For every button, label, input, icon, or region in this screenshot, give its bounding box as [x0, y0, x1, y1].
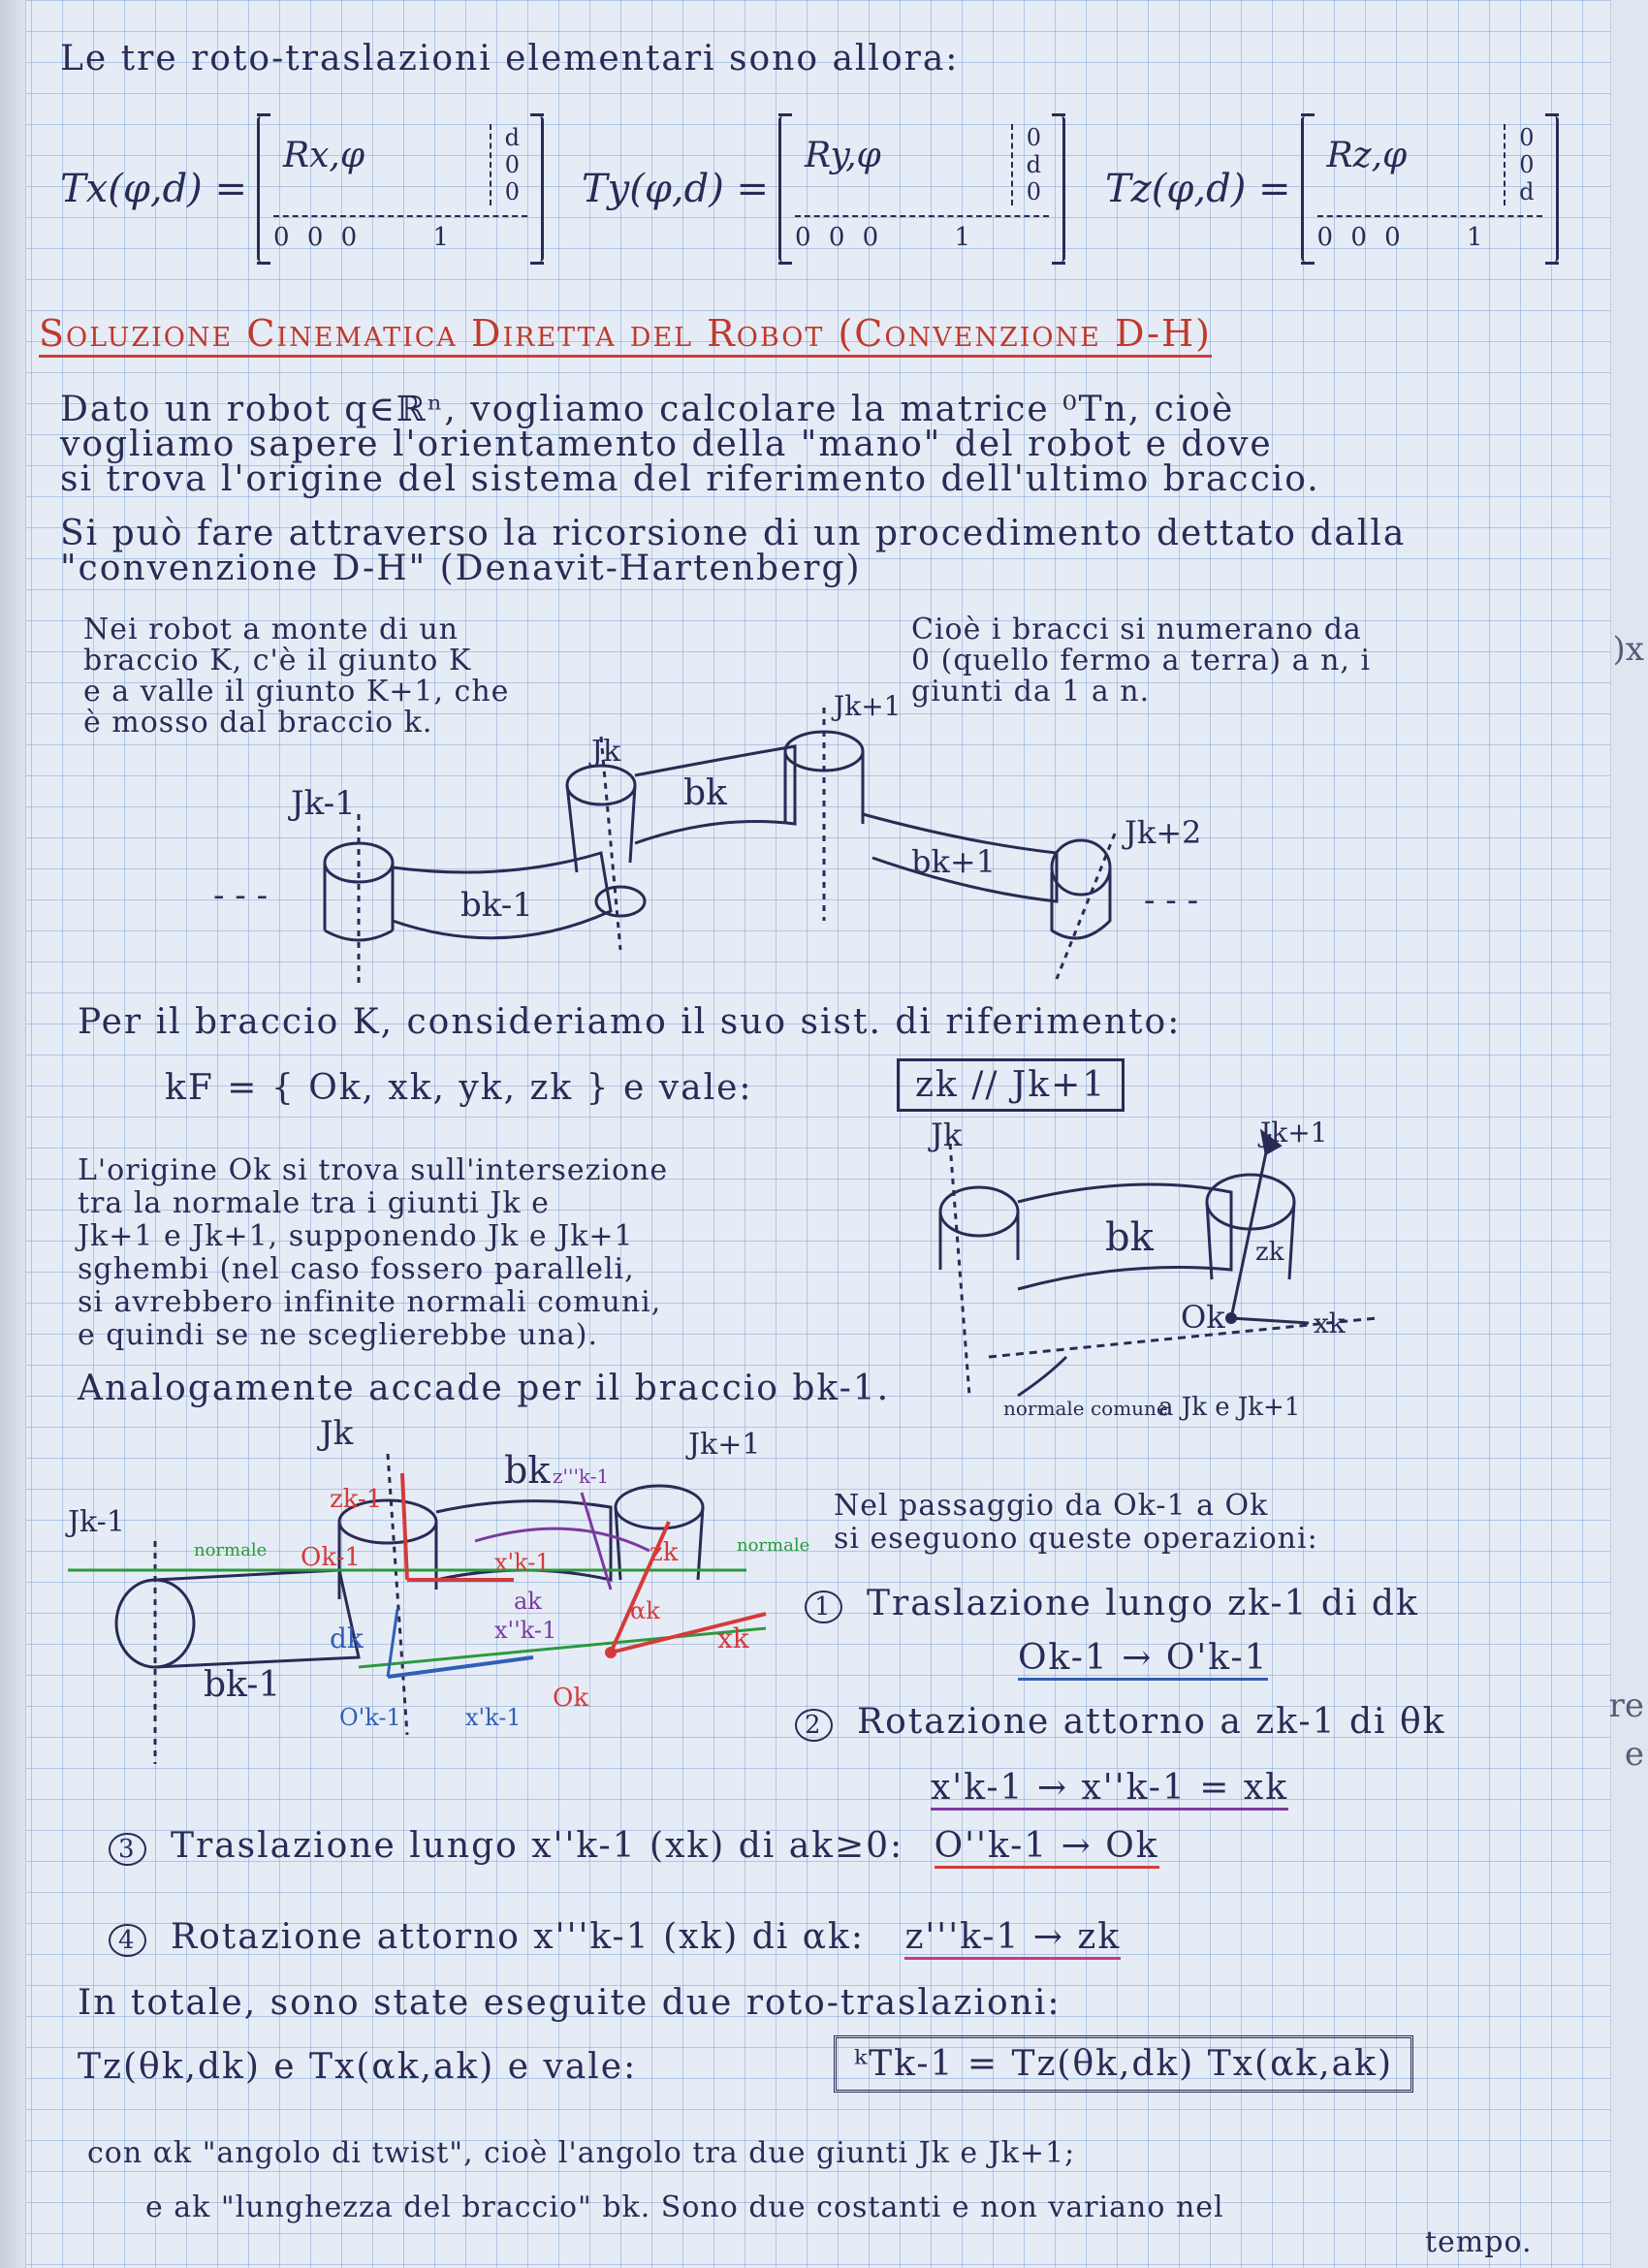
matrix-entry: 0	[1026, 178, 1041, 205]
matrix-entry: 0	[504, 151, 520, 178]
text-line: Jk+1 e Jk+1, supponendo Jk e Jk+1	[78, 1219, 634, 1253]
step-number: 1	[805, 1591, 842, 1623]
matrix-entry: 0	[862, 223, 879, 252]
dk-segment	[388, 1609, 397, 1677]
matrix-entry: 0	[795, 223, 811, 252]
diagram-label: normale	[194, 1540, 268, 1560]
diagram-label: bk-1	[460, 886, 533, 925]
diagram-label: Jk	[320, 1414, 354, 1453]
diagram-label: Jk	[591, 735, 621, 769]
text-line: "convenzione D-H" (Denavit-Hartenberg)	[60, 549, 862, 588]
text-line: si avrebbero infinite normali comuni,	[78, 1285, 662, 1319]
formula-left: Tz(θk,dk) e Tx(αk,ak) e vale:	[78, 2047, 638, 2087]
origin-point	[605, 1647, 617, 1658]
note-line: braccio K, c'è il giunto K	[83, 644, 472, 677]
diagram-label: xk	[1314, 1307, 1346, 1339]
text-line: vogliamo sapere l'orientamento della "mano" del robot e dove	[60, 425, 1273, 464]
diagram-label: Ok	[553, 1684, 589, 1713]
dh-formula-box: ᵏTk-1 = Tz(θk,dk) Tx(αk,ak)	[834, 2035, 1413, 2093]
margin-fragment: e	[1624, 1735, 1644, 1774]
matrix-entry: 1	[1466, 223, 1483, 252]
diagram-label: bk	[1105, 1215, 1154, 1260]
steps-intro: Nel passaggio da Ok-1 a Ok	[834, 1489, 1269, 1523]
text-line: Analogamente accade per il braccio bk-1.	[78, 1369, 891, 1408]
matrix-body	[257, 116, 544, 262]
matrix-entry: 0	[306, 223, 324, 252]
rotation-block: Rx,φ	[283, 136, 365, 175]
text-line: si trova l'origine del sistema del riferimento dell'ultimo braccio.	[60, 459, 1320, 499]
bottom-row	[273, 215, 527, 252]
joint-cylinder	[596, 887, 645, 916]
matrix-entry: 0	[1519, 151, 1535, 178]
step-result: Ok-1 → O'k-1	[1018, 1638, 1268, 1681]
translation-column	[1504, 124, 1534, 205]
text-line: e ak "lunghezza del braccio" bk. Sono due costanti e non variano nel	[145, 2190, 1224, 2224]
diagram-label: zk	[1255, 1238, 1284, 1267]
diagram-label: xk	[717, 1622, 749, 1654]
step-row	[109, 1826, 1159, 1866]
step-number: 3	[109, 1833, 146, 1866]
joint-cylinder	[940, 1212, 1018, 1270]
matrix-entry: 0	[1519, 124, 1535, 151]
step-row	[805, 1584, 1419, 1623]
text-line: In totale, sono state eseguite due roto-traslazioni:	[78, 1983, 1062, 2023]
x-axis-blue	[388, 1657, 533, 1677]
matrix-entry: 0	[273, 223, 290, 252]
matrix-entry: d	[1519, 178, 1535, 205]
diagram-label: bk+1	[911, 843, 997, 880]
text-line: sghembi (nel caso fossero paralleli,	[78, 1252, 635, 1286]
z-axis-red	[402, 1473, 407, 1580]
matrix-entry: 0	[1316, 223, 1334, 252]
section-title: Soluzione Cinematica Diretta del Robot (Convenzione D-H)	[39, 312, 1212, 358]
diagram-label: Jk+1	[1260, 1117, 1328, 1149]
text-line: con αk "angolo di twist", cioè l'angolo tra due giunti Jk e Jk+1;	[87, 2136, 1076, 2170]
matrix-entry: 1	[432, 223, 449, 252]
diagram-label: Jk	[931, 1117, 963, 1153]
bottom-row	[1317, 215, 1542, 252]
matrix-entry: 0	[340, 223, 358, 252]
diagram-label: bk	[504, 1449, 551, 1492]
translation-column	[1011, 124, 1041, 205]
text-line: e quindi se ne sceglierebbe una).	[78, 1318, 599, 1352]
notebook-margin	[0, 0, 26, 2268]
matrix-label: Tx(φ,d) =	[60, 167, 248, 211]
margin-fragment: )x	[1612, 630, 1644, 669]
diagram-label: ak	[514, 1588, 542, 1615]
joint-axis	[950, 1144, 969, 1396]
joint-cylinder	[567, 766, 635, 804]
text-line: Si può fare attraverso la ricorsione di un procedimento dettato dalla	[60, 514, 1407, 553]
frame-origin-diagram	[911, 1117, 1454, 1434]
diagram-label: dk	[330, 1622, 364, 1654]
matrix-tz	[1105, 116, 1559, 262]
diagram-label: - - -	[213, 876, 269, 915]
normal-line-green	[359, 1628, 766, 1667]
text-line: tempo.	[1425, 2225, 1533, 2259]
text-line: L'origine Ok si trova sull'intersezione	[78, 1153, 669, 1187]
step-row	[109, 1917, 1121, 1957]
matrix-entry: 0	[1026, 124, 1041, 151]
matrix-entry: 1	[954, 223, 971, 252]
diagram-label: Jk-1	[291, 784, 356, 823]
diagram-label: αk	[630, 1597, 660, 1624]
bottom-row	[795, 215, 1049, 252]
step-text: Traslazione lungo x''k-1 (xk) di ak≥0:	[171, 1826, 904, 1866]
joint-cylinder	[785, 732, 863, 771]
joint-cylinder	[616, 1486, 703, 1528]
diagram-label: zk-1	[330, 1485, 383, 1514]
diagram-label: normale comune	[1003, 1397, 1168, 1420]
diagram-label: Jk+1	[834, 690, 902, 722]
diagram-label: - - -	[1144, 881, 1199, 920]
matrix-label: Tz(φ,d) =	[1105, 167, 1291, 211]
note-line: Nei robot a monte di un	[83, 613, 459, 646]
diagram-label: x'k-1	[494, 1549, 551, 1576]
note-line: è mosso dal braccio k.	[83, 706, 433, 740]
step-text: Traslazione lungo zk-1 di dk	[867, 1584, 1419, 1623]
pointer-arrow	[1018, 1357, 1066, 1396]
intro-line: Le tre roto-traslazioni elementari sono allora:	[60, 39, 960, 79]
note-line: 0 (quello fermo a terra) a n, i	[911, 644, 1372, 677]
matrix-entry: 0	[504, 178, 520, 205]
text-line: tra la normale tra i giunti Jk e	[78, 1186, 550, 1220]
matrix-label: Ty(φ,d) =	[582, 167, 770, 211]
note-line: giunti da 1 a n.	[911, 675, 1151, 709]
frame-box: zk // Jk+1	[897, 1058, 1125, 1112]
diagram-label: x'k-1	[465, 1704, 522, 1731]
diagram-label: z'''k-1	[553, 1465, 610, 1488]
matrix-ty	[582, 116, 1065, 262]
rotation-block: Rz,φ	[1326, 136, 1408, 175]
matrix-body	[1301, 116, 1559, 262]
steps-intro: si eseguono queste operazioni:	[834, 1522, 1318, 1556]
text-line: Per il braccio K, consideriamo il suo sist. di riferimento:	[78, 1002, 1182, 1042]
diagram-label: O'k-1	[339, 1704, 401, 1731]
diagram-label: zk	[650, 1538, 679, 1567]
zk-axis	[1231, 1134, 1270, 1318]
step-result: O''k-1 → Ok	[935, 1826, 1159, 1869]
note-line: Cioè i bracci si numerano da	[911, 613, 1362, 646]
diagram-label: x''k-1	[494, 1617, 557, 1644]
step-text: Rotazione attorno a zk-1 di θk	[857, 1702, 1446, 1742]
diagram-label: normale	[737, 1535, 810, 1556]
diagram-label: bk	[683, 773, 727, 813]
matrix-body	[778, 116, 1065, 262]
diagram-label: Ok-1	[301, 1543, 361, 1572]
diagram-label: Ok	[1181, 1299, 1225, 1336]
dh-transformation-diagram	[68, 1414, 810, 1774]
translation-column	[490, 124, 520, 205]
matrix-tx	[60, 116, 544, 262]
matrix-entry: 0	[828, 223, 845, 252]
angle-arc	[475, 1528, 650, 1551]
diagram-label: a Jk e Jk+1	[1158, 1393, 1301, 1422]
step-number: 2	[795, 1709, 833, 1742]
margin-fragment: re	[1608, 1686, 1644, 1725]
diagram-label: Jk-1	[68, 1505, 125, 1539]
step-result: x'k-1 → x''k-1 = xk	[931, 1768, 1288, 1811]
step-result: z'''k-1 → zk	[904, 1917, 1121, 1960]
diagram-label: Jk+1	[688, 1428, 761, 1462]
frame-definition: kF = { Ok, xk, yk, zk } e vale:	[165, 1068, 753, 1108]
next-page-strip	[1610, 0, 1648, 2268]
matrix-entry: 0	[1350, 223, 1367, 252]
diagram-label: bk-1	[204, 1665, 281, 1705]
diagram-label: Jk+2	[1125, 814, 1202, 851]
matrix-entry: 0	[1384, 223, 1401, 252]
xk-axis	[1231, 1318, 1309, 1323]
rotation-block: Ry,φ	[805, 136, 881, 175]
step-text: Rotazione attorno x'''k-1 (xk) di αk:	[171, 1917, 865, 1957]
joint-cylinder	[1052, 867, 1110, 938]
matrix-entry: d	[1026, 151, 1042, 178]
step-row	[795, 1702, 1445, 1742]
joint-axis	[1057, 834, 1115, 979]
matrix-entry: d	[504, 124, 521, 151]
text-line: Dato un robot q∈ℝⁿ, vogliamo calcolare la matrice ⁰Tn, cioè	[60, 390, 1235, 429]
joint-cylinder	[940, 1187, 1018, 1236]
step-number: 4	[109, 1924, 146, 1957]
origin-point	[1225, 1312, 1237, 1324]
note-line: e a valle il giunto K+1, che	[83, 675, 510, 709]
